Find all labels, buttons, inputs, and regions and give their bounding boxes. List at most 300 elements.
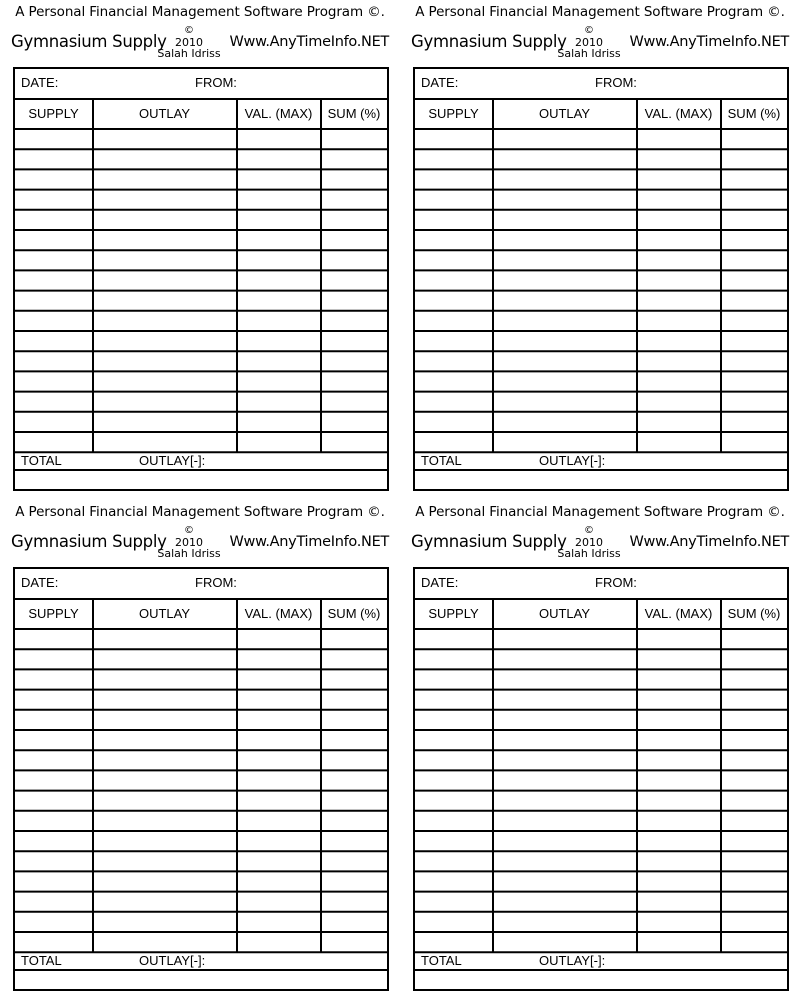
value-max-cell[interactable] xyxy=(239,833,319,849)
sum-percent-cell[interactable] xyxy=(323,732,385,748)
sum-percent-cell[interactable] xyxy=(323,394,385,410)
supply-cell[interactable] xyxy=(17,313,91,329)
outlay-cell[interactable] xyxy=(95,732,235,748)
website-link[interactable]: Www.AnyTimeInfo.NET xyxy=(229,34,389,50)
value-max-cell[interactable] xyxy=(639,353,719,369)
value-max-cell[interactable] xyxy=(639,252,719,268)
outlay-cell[interactable] xyxy=(495,252,635,268)
value-max-cell[interactable] xyxy=(239,293,319,309)
outlay-cell[interactable] xyxy=(495,813,635,829)
outlay-cell[interactable] xyxy=(95,232,235,248)
supply-cell[interactable] xyxy=(417,732,491,748)
supply-cell[interactable] xyxy=(17,752,91,768)
supply-cell[interactable] xyxy=(17,131,91,147)
sum-percent-cell[interactable] xyxy=(323,151,385,167)
value-max-cell[interactable] xyxy=(639,671,719,687)
value-max-cell[interactable] xyxy=(239,631,319,647)
supply-cell[interactable] xyxy=(417,232,491,248)
outlay-cell[interactable] xyxy=(495,131,635,147)
outlay-cell[interactable] xyxy=(95,394,235,410)
outlay-cell[interactable] xyxy=(495,873,635,889)
outlay-cell[interactable] xyxy=(495,631,635,647)
outlay-total-field[interactable] xyxy=(615,951,785,969)
value-max-cell[interactable] xyxy=(639,394,719,410)
value-max-cell[interactable] xyxy=(239,772,319,788)
form-title: Gymnasium Supply xyxy=(11,532,167,551)
outlay-total-field[interactable] xyxy=(215,951,385,969)
supply-cell[interactable] xyxy=(17,772,91,788)
total-amount-field[interactable] xyxy=(17,472,385,488)
value-max-cell[interactable] xyxy=(639,293,719,309)
value-max-cell[interactable] xyxy=(639,772,719,788)
sum-percent-cell[interactable] xyxy=(323,373,385,389)
sum-percent-cell[interactable] xyxy=(723,752,785,768)
outlay-cell[interactable] xyxy=(495,671,635,687)
sum-percent-cell[interactable] xyxy=(723,793,785,809)
value-max-cell[interactable] xyxy=(239,151,319,167)
outlay-cell[interactable] xyxy=(95,873,235,889)
value-max-cell[interactable] xyxy=(639,853,719,869)
supply-cell[interactable] xyxy=(17,651,91,667)
value-max-cell[interactable] xyxy=(239,434,319,450)
outlay-cell[interactable] xyxy=(95,434,235,450)
form-title: Gymnasium Supply xyxy=(11,32,167,51)
supply-cell[interactable] xyxy=(417,793,491,809)
sum-percent-cell[interactable] xyxy=(323,171,385,187)
supply-cell[interactable] xyxy=(17,631,91,647)
supply-cell[interactable] xyxy=(17,232,91,248)
sum-percent-cell[interactable] xyxy=(323,333,385,349)
date-label: DATE: xyxy=(21,75,59,90)
sum-percent-cell[interactable] xyxy=(723,434,785,450)
column-header-value-max: VAL. (MAX) xyxy=(644,606,713,621)
value-max-cell[interactable] xyxy=(239,752,319,768)
website-link[interactable]: Www.AnyTimeInfo.NET xyxy=(629,34,789,50)
outlay-cell[interactable] xyxy=(95,772,235,788)
from-field[interactable] xyxy=(241,71,381,97)
outlay-cell[interactable] xyxy=(95,131,235,147)
supply-cell[interactable] xyxy=(417,671,491,687)
outlay-cell[interactable] xyxy=(95,651,235,667)
sum-percent-cell[interactable] xyxy=(723,333,785,349)
copyright-block xyxy=(152,26,226,60)
from-field[interactable] xyxy=(641,571,781,597)
supply-cell[interactable] xyxy=(417,651,491,667)
sum-percent-cell[interactable] xyxy=(323,873,385,889)
sum-percent-cell[interactable] xyxy=(723,651,785,667)
supply-cell[interactable] xyxy=(417,131,491,147)
value-max-cell[interactable] xyxy=(239,333,319,349)
supply-cell[interactable] xyxy=(417,293,491,309)
outlay-cell[interactable] xyxy=(495,651,635,667)
supply-cell[interactable] xyxy=(17,414,91,430)
sum-percent-cell[interactable] xyxy=(723,212,785,228)
outlay-cell[interactable] xyxy=(95,171,235,187)
outlay-cell[interactable] xyxy=(95,793,235,809)
value-max-cell[interactable] xyxy=(239,252,319,268)
outlay-cell[interactable] xyxy=(495,934,635,950)
outlay-cell[interactable] xyxy=(495,752,635,768)
sum-percent-cell[interactable] xyxy=(723,313,785,329)
sum-percent-cell[interactable] xyxy=(323,131,385,147)
sum-percent-cell[interactable] xyxy=(323,934,385,950)
sum-percent-cell[interactable] xyxy=(723,914,785,930)
value-max-cell[interactable] xyxy=(639,232,719,248)
column-header-outlay: OUTLAY xyxy=(138,106,191,121)
value-max-cell[interactable] xyxy=(239,934,319,950)
supply-cell[interactable] xyxy=(417,373,491,389)
total-label: TOTAL xyxy=(21,953,62,968)
sum-percent-cell[interactable] xyxy=(723,252,785,268)
supply-cell[interactable] xyxy=(417,772,491,788)
sum-percent-cell[interactable] xyxy=(323,894,385,910)
outlay-cell[interactable] xyxy=(495,414,635,430)
supply-cell[interactable] xyxy=(417,333,491,349)
copyright-symbol: © xyxy=(584,25,594,36)
sum-percent-cell[interactable] xyxy=(323,252,385,268)
program-tagline: A Personal Financial Management Software Program ©. xyxy=(15,4,385,20)
sum-percent-cell[interactable] xyxy=(323,833,385,849)
outlay-cell[interactable] xyxy=(495,914,635,930)
value-max-cell[interactable] xyxy=(239,793,319,809)
value-max-cell[interactable] xyxy=(639,414,719,430)
supply-cell[interactable] xyxy=(17,192,91,208)
supply-cell[interactable] xyxy=(17,692,91,708)
column-header-outlay: OUTLAY xyxy=(538,606,591,621)
value-max-cell[interactable] xyxy=(639,732,719,748)
sum-percent-cell[interactable] xyxy=(323,772,385,788)
column-header-outlay: OUTLAY xyxy=(538,106,591,121)
supply-cell[interactable] xyxy=(417,873,491,889)
supply-cell[interactable] xyxy=(417,171,491,187)
value-max-cell[interactable] xyxy=(639,873,719,889)
total-amount-field[interactable] xyxy=(417,472,785,488)
sum-percent-cell[interactable] xyxy=(723,131,785,147)
program-tagline: A Personal Financial Management Software Program ©. xyxy=(415,4,785,20)
value-max-cell[interactable] xyxy=(239,313,319,329)
supply-cell[interactable] xyxy=(417,631,491,647)
total-amount-field[interactable] xyxy=(417,972,785,988)
sum-percent-cell[interactable] xyxy=(723,414,785,430)
value-max-cell[interactable] xyxy=(639,712,719,728)
value-max-cell[interactable] xyxy=(639,934,719,950)
outlay-cell[interactable] xyxy=(95,151,235,167)
outlay-cell[interactable] xyxy=(95,752,235,768)
sum-percent-cell[interactable] xyxy=(323,692,385,708)
supply-cell[interactable] xyxy=(417,252,491,268)
outlay-cell[interactable] xyxy=(95,333,235,349)
website-link[interactable]: Www.AnyTimeInfo.NET xyxy=(629,534,789,550)
supply-cell[interactable] xyxy=(17,434,91,450)
value-max-cell[interactable] xyxy=(639,272,719,288)
sum-percent-cell[interactable] xyxy=(723,232,785,248)
supply-cell[interactable] xyxy=(17,272,91,288)
outlay-cell[interactable] xyxy=(95,414,235,430)
value-max-cell[interactable] xyxy=(239,212,319,228)
supply-cell[interactable] xyxy=(417,313,491,329)
supply-cell[interactable] xyxy=(17,894,91,910)
supply-cell[interactable] xyxy=(417,712,491,728)
value-max-cell[interactable] xyxy=(639,313,719,329)
sum-percent-cell[interactable] xyxy=(723,171,785,187)
value-max-cell[interactable] xyxy=(239,873,319,889)
outlay-cell[interactable] xyxy=(495,333,635,349)
value-max-cell[interactable] xyxy=(239,692,319,708)
sum-percent-cell[interactable] xyxy=(723,934,785,950)
supply-cell[interactable] xyxy=(17,671,91,687)
supply-cell[interactable] xyxy=(17,833,91,849)
sum-percent-cell[interactable] xyxy=(723,353,785,369)
sum-percent-cell[interactable] xyxy=(323,434,385,450)
supply-cell[interactable] xyxy=(417,414,491,430)
outlay-cell[interactable] xyxy=(95,813,235,829)
website-link[interactable]: Www.AnyTimeInfo.NET xyxy=(229,534,389,550)
value-max-cell[interactable] xyxy=(639,131,719,147)
outlay-cell[interactable] xyxy=(495,272,635,288)
value-max-cell[interactable] xyxy=(639,192,719,208)
sum-percent-cell[interactable] xyxy=(323,232,385,248)
supply-cell[interactable] xyxy=(417,272,491,288)
outlay-cell[interactable] xyxy=(95,671,235,687)
value-max-cell[interactable] xyxy=(239,394,319,410)
value-max-cell[interactable] xyxy=(239,373,319,389)
outlay-cell[interactable] xyxy=(495,732,635,748)
value-max-cell[interactable] xyxy=(639,894,719,910)
outlay-cell[interactable] xyxy=(495,894,635,910)
ledger-sheet xyxy=(413,567,789,991)
value-max-cell[interactable] xyxy=(639,692,719,708)
supply-cell[interactable] xyxy=(17,934,91,950)
value-max-cell[interactable] xyxy=(239,232,319,248)
outlay-cell[interactable] xyxy=(95,272,235,288)
outlay-cell[interactable] xyxy=(495,793,635,809)
sum-percent-cell[interactable] xyxy=(723,293,785,309)
supply-cell[interactable] xyxy=(17,914,91,930)
sum-percent-cell[interactable] xyxy=(323,813,385,829)
sum-percent-cell[interactable] xyxy=(323,671,385,687)
value-max-cell[interactable] xyxy=(239,272,319,288)
supply-cell[interactable] xyxy=(17,712,91,728)
outlay-cell[interactable] xyxy=(495,692,635,708)
outlay-total-label: OUTLAY[-]: xyxy=(539,453,606,468)
supply-cell[interactable] xyxy=(417,212,491,228)
total-label: TOTAL xyxy=(21,453,62,468)
sum-percent-cell[interactable] xyxy=(323,414,385,430)
from-field[interactable] xyxy=(241,571,381,597)
supply-cell[interactable] xyxy=(17,212,91,228)
value-max-cell[interactable] xyxy=(639,752,719,768)
sum-percent-cell[interactable] xyxy=(323,752,385,768)
value-max-cell[interactable] xyxy=(239,192,319,208)
supply-cell[interactable] xyxy=(417,151,491,167)
outlay-cell[interactable] xyxy=(495,353,635,369)
outlay-total-label: OUTLAY[-]: xyxy=(139,953,206,968)
sum-percent-cell[interactable] xyxy=(323,914,385,930)
sum-percent-cell[interactable] xyxy=(723,873,785,889)
sum-percent-cell[interactable] xyxy=(323,192,385,208)
sum-percent-cell[interactable] xyxy=(723,813,785,829)
sum-percent-cell[interactable] xyxy=(723,732,785,748)
outlay-cell[interactable] xyxy=(495,293,635,309)
value-max-cell[interactable] xyxy=(639,813,719,829)
sum-percent-cell[interactable] xyxy=(323,313,385,329)
supply-cell[interactable] xyxy=(417,813,491,829)
date-field[interactable] xyxy=(63,71,183,97)
outlay-cell[interactable] xyxy=(495,192,635,208)
outlay-cell[interactable] xyxy=(95,914,235,930)
sum-percent-cell[interactable] xyxy=(323,353,385,369)
outlay-cell[interactable] xyxy=(495,833,635,849)
outlay-cell[interactable] xyxy=(495,151,635,167)
outlay-cell[interactable] xyxy=(495,712,635,728)
supply-cell[interactable] xyxy=(417,894,491,910)
outlay-cell[interactable] xyxy=(95,373,235,389)
outlay-cell[interactable] xyxy=(95,353,235,369)
sum-percent-cell[interactable] xyxy=(323,712,385,728)
sum-percent-cell[interactable] xyxy=(723,853,785,869)
outlay-cell[interactable] xyxy=(95,293,235,309)
supply-cell[interactable] xyxy=(417,192,491,208)
value-max-cell[interactable] xyxy=(639,833,719,849)
outlay-cell[interactable] xyxy=(95,712,235,728)
supply-cell[interactable] xyxy=(417,833,491,849)
outlay-total-field[interactable] xyxy=(215,451,385,469)
outlay-cell[interactable] xyxy=(495,373,635,389)
value-max-cell[interactable] xyxy=(639,631,719,647)
value-max-cell[interactable] xyxy=(239,671,319,687)
supply-cell[interactable] xyxy=(17,813,91,829)
supply-cell[interactable] xyxy=(17,171,91,187)
sum-percent-cell[interactable] xyxy=(723,631,785,647)
sum-percent-cell[interactable] xyxy=(723,373,785,389)
column-header-sum-percent: SUM (%) xyxy=(327,606,381,621)
supply-cell[interactable] xyxy=(417,752,491,768)
value-max-cell[interactable] xyxy=(639,333,719,349)
value-max-cell[interactable] xyxy=(239,712,319,728)
value-max-cell[interactable] xyxy=(239,914,319,930)
outlay-cell[interactable] xyxy=(95,894,235,910)
outlay-cell[interactable] xyxy=(495,171,635,187)
value-max-cell[interactable] xyxy=(239,414,319,430)
date-field[interactable] xyxy=(463,571,583,597)
outlay-cell[interactable] xyxy=(95,631,235,647)
outlay-cell[interactable] xyxy=(495,313,635,329)
total-amount-field[interactable] xyxy=(17,972,385,988)
sum-percent-cell[interactable] xyxy=(723,192,785,208)
outlay-cell[interactable] xyxy=(495,212,635,228)
sum-percent-cell[interactable] xyxy=(723,772,785,788)
outlay-cell[interactable] xyxy=(95,313,235,329)
supply-cell[interactable] xyxy=(417,934,491,950)
supply-cell[interactable] xyxy=(17,394,91,410)
supply-cell[interactable] xyxy=(417,394,491,410)
outlay-cell[interactable] xyxy=(495,232,635,248)
supply-cell[interactable] xyxy=(417,692,491,708)
sum-percent-cell[interactable] xyxy=(723,151,785,167)
copyright-symbol: © xyxy=(584,525,594,536)
outlay-cell[interactable] xyxy=(495,853,635,869)
supply-cell[interactable] xyxy=(17,732,91,748)
sum-percent-cell[interactable] xyxy=(723,394,785,410)
outlay-cell[interactable] xyxy=(95,692,235,708)
value-max-cell[interactable] xyxy=(639,373,719,389)
sum-percent-cell[interactable] xyxy=(723,712,785,728)
date-label: DATE: xyxy=(421,575,459,590)
copyright-year: 2010 xyxy=(175,35,203,49)
value-max-cell[interactable] xyxy=(639,651,719,667)
value-max-cell[interactable] xyxy=(639,434,719,450)
value-max-cell[interactable] xyxy=(639,151,719,167)
sum-percent-cell[interactable] xyxy=(323,272,385,288)
ledger-sheet xyxy=(413,67,789,491)
sum-percent-cell[interactable] xyxy=(723,671,785,687)
value-max-cell[interactable] xyxy=(239,813,319,829)
value-max-cell[interactable] xyxy=(239,353,319,369)
outlay-cell[interactable] xyxy=(495,434,635,450)
outlay-cell[interactable] xyxy=(95,833,235,849)
outlay-cell[interactable] xyxy=(495,394,635,410)
value-max-cell[interactable] xyxy=(239,131,319,147)
sum-percent-cell[interactable] xyxy=(323,793,385,809)
outlay-cell[interactable] xyxy=(95,934,235,950)
supply-cell[interactable] xyxy=(417,914,491,930)
value-max-cell[interactable] xyxy=(639,212,719,228)
value-max-cell[interactable] xyxy=(639,914,719,930)
supply-cell[interactable] xyxy=(17,151,91,167)
sum-percent-cell[interactable] xyxy=(723,272,785,288)
sum-percent-cell[interactable] xyxy=(323,651,385,667)
supply-cell[interactable] xyxy=(417,353,491,369)
total-label: TOTAL xyxy=(421,953,462,968)
value-max-cell[interactable] xyxy=(239,651,319,667)
value-max-cell[interactable] xyxy=(639,793,719,809)
supply-cell[interactable] xyxy=(17,353,91,369)
supply-cell[interactable] xyxy=(17,793,91,809)
value-max-cell[interactable] xyxy=(239,732,319,748)
value-max-cell[interactable] xyxy=(639,171,719,187)
sum-percent-cell[interactable] xyxy=(323,853,385,869)
sum-percent-cell[interactable] xyxy=(723,833,785,849)
supply-cell[interactable] xyxy=(17,373,91,389)
column-header-sum-percent: SUM (%) xyxy=(727,606,781,621)
outlay-total-field[interactable] xyxy=(615,451,785,469)
value-max-cell[interactable] xyxy=(239,171,319,187)
outlay-cell[interactable] xyxy=(95,252,235,268)
value-max-cell[interactable] xyxy=(239,853,319,869)
value-max-cell[interactable] xyxy=(239,894,319,910)
sum-percent-cell[interactable] xyxy=(323,293,385,309)
outlay-cell[interactable] xyxy=(95,853,235,869)
sum-percent-cell[interactable] xyxy=(323,212,385,228)
supply-cell[interactable] xyxy=(17,333,91,349)
outlay-cell[interactable] xyxy=(495,772,635,788)
date-field[interactable] xyxy=(63,571,183,597)
outlay-total-label: OUTLAY[-]: xyxy=(139,453,206,468)
sum-percent-cell[interactable] xyxy=(723,692,785,708)
supply-cell[interactable] xyxy=(417,434,491,450)
sum-percent-cell[interactable] xyxy=(323,631,385,647)
supply-cell[interactable] xyxy=(17,873,91,889)
from-field[interactable] xyxy=(641,71,781,97)
supply-cell[interactable] xyxy=(17,293,91,309)
date-field[interactable] xyxy=(463,71,583,97)
supply-cell[interactable] xyxy=(417,853,491,869)
outlay-cell[interactable] xyxy=(95,212,235,228)
outlay-cell[interactable] xyxy=(95,192,235,208)
sum-percent-cell[interactable] xyxy=(723,894,785,910)
supply-cell[interactable] xyxy=(17,853,91,869)
supply-cell[interactable] xyxy=(17,252,91,268)
